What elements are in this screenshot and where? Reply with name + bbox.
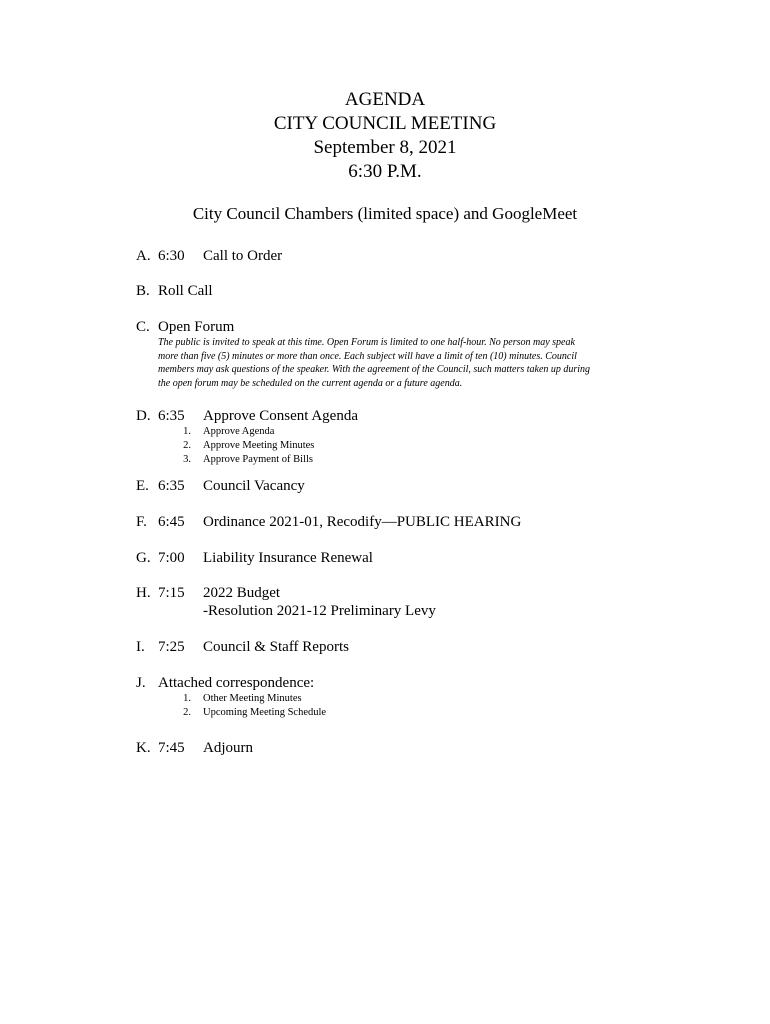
note-line: more than five (5) minutes or more than once. Each subject will have a limit of ten (10) minutes. Council (158, 350, 577, 362)
note-line: members may ask questions of the speaker. With the agreement of the Council, such matters taken up during (158, 364, 591, 376)
item-time: 6:30 (158, 248, 185, 264)
item-letter: H. (136, 585, 151, 601)
item-title: Call to Order (203, 248, 283, 264)
item-letter: E. (136, 478, 149, 494)
header-title: AGENDA (344, 89, 426, 110)
note-line: The public is invited to speak at this time. Open Forum is limited to one half-hour. No person may speak (158, 337, 575, 348)
item-time: 6:35 (158, 478, 185, 494)
item-title: Approve Consent Agenda (203, 408, 358, 424)
list-text: Upcoming Meeting Schedule (203, 707, 327, 718)
note-line: the open forum may be scheduled on the current agenda or a future agenda. (158, 378, 463, 390)
item-title: Adjourn (203, 740, 253, 756)
header-meeting-name: CITY COUNCIL MEETING (273, 113, 497, 134)
list-text: Approve Agenda (203, 426, 275, 437)
item-letter: I. (136, 639, 145, 655)
open-forum-note (158, 336, 658, 391)
item-time: 6:35 (158, 408, 185, 424)
list-number: 1. (183, 693, 191, 704)
item-title: Council & Staff Reports (203, 639, 349, 655)
item-letter: G. (136, 550, 151, 566)
item-time: 7:15 (158, 585, 185, 601)
meeting-location: City Council Chambers (limited space) and GoogleMeet (192, 204, 578, 223)
item-title: Open Forum (158, 319, 235, 335)
list-number: 2. (183, 707, 191, 718)
item-letter: F. (136, 514, 147, 530)
item-subtitle: -Resolution 2021-12 Preliminary Levy (203, 603, 436, 619)
list-text: Approve Payment of Bills (203, 454, 313, 465)
agenda-header (0, 88, 770, 184)
header-time: 6:30 P.M. (348, 161, 422, 182)
item-title: 2022 Budget (203, 585, 281, 601)
item-letter: D. (136, 408, 151, 424)
item-letter: A. (136, 248, 151, 264)
item-time: 7:00 (158, 550, 185, 566)
item-letter: J. (136, 675, 146, 691)
item-title: Ordinance 2021-01, Recodify—PUBLIC HEARING (203, 514, 522, 530)
item-time: 7:45 (158, 740, 185, 756)
item-letter: C. (136, 319, 150, 335)
item-title: Council Vacancy (203, 478, 305, 494)
header-date: September 8, 2021 (313, 137, 457, 158)
list-number: 3. (183, 454, 191, 465)
list-number: 1. (183, 426, 191, 437)
item-time: 7:25 (158, 639, 185, 655)
list-text: Approve Meeting Minutes (203, 440, 315, 451)
list-number: 2. (183, 440, 191, 451)
item-title: Liability Insurance Renewal (203, 550, 373, 566)
item-letter: K. (136, 740, 151, 756)
item-letter: B. (136, 283, 150, 299)
item-title: Attached correspondence: (158, 675, 315, 691)
item-title: Roll Call (158, 283, 213, 299)
list-text: Other Meeting Minutes (203, 693, 302, 704)
item-time: 6:45 (158, 514, 185, 530)
